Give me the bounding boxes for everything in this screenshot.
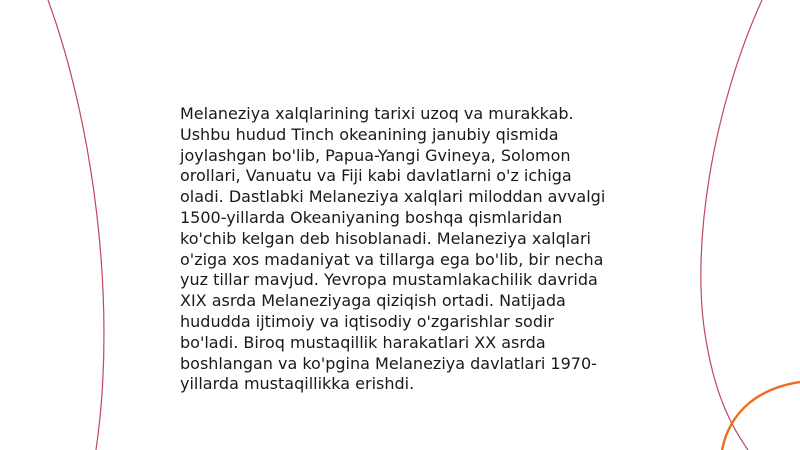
paragraph-line: yuz tillar mavjud. Yevropa mustamlakachilik davrida bbox=[180, 270, 598, 290]
body-paragraph bbox=[180, 104, 620, 395]
paragraph-line: Melaneziya xalqlarining tarixi uzoq va murakkab. bbox=[180, 104, 574, 123]
paragraph-line: oladi. Dastlabki Melaneziya xalqlari miloddan avvalgi bbox=[180, 187, 606, 207]
paragraph-line: hududda ijtimoiy va iqtisodiy o'zgarishlar sodir bbox=[180, 311, 554, 331]
paragraph-line: o'ziga xos madaniyat va tillarga ega bo'lib, bir necha bbox=[180, 249, 604, 269]
paragraph-line: orollari, Vanuatu va Fiji kabi davlatlarni o'z ichiga bbox=[180, 166, 572, 186]
paragraph-line: ko'chib kelgan deb hisoblanadi. Melaneziya xalqlari bbox=[180, 228, 591, 248]
right-thin-arc bbox=[701, 0, 762, 450]
paragraph-line: 1500-yillarda Okeaniyaning boshqa qismlaridan bbox=[180, 207, 563, 227]
paragraph-line: yillarda mustaqillikka erishdi. bbox=[180, 374, 415, 394]
paragraph-line: joylashgan bo'lib, Papua-Yangi Gvineya, Solomon bbox=[180, 145, 571, 165]
left-thin-arc bbox=[48, 0, 104, 450]
paragraph-line: bo'ladi. Biroq mustaqillik harakatlari XX asrda bbox=[180, 332, 546, 352]
paragraph-line: XIX asrda Melaneziyaga qiziqish ortadi. Natijada bbox=[180, 291, 566, 311]
bottom-right-orange-arc bbox=[722, 382, 800, 450]
paragraph-line: Ushbu hudud Tinch okeanining janubiy qismida bbox=[180, 124, 559, 144]
paragraph-line: boshlangan va ko'pgina Melaneziya davlatlari 1970- bbox=[180, 353, 597, 373]
